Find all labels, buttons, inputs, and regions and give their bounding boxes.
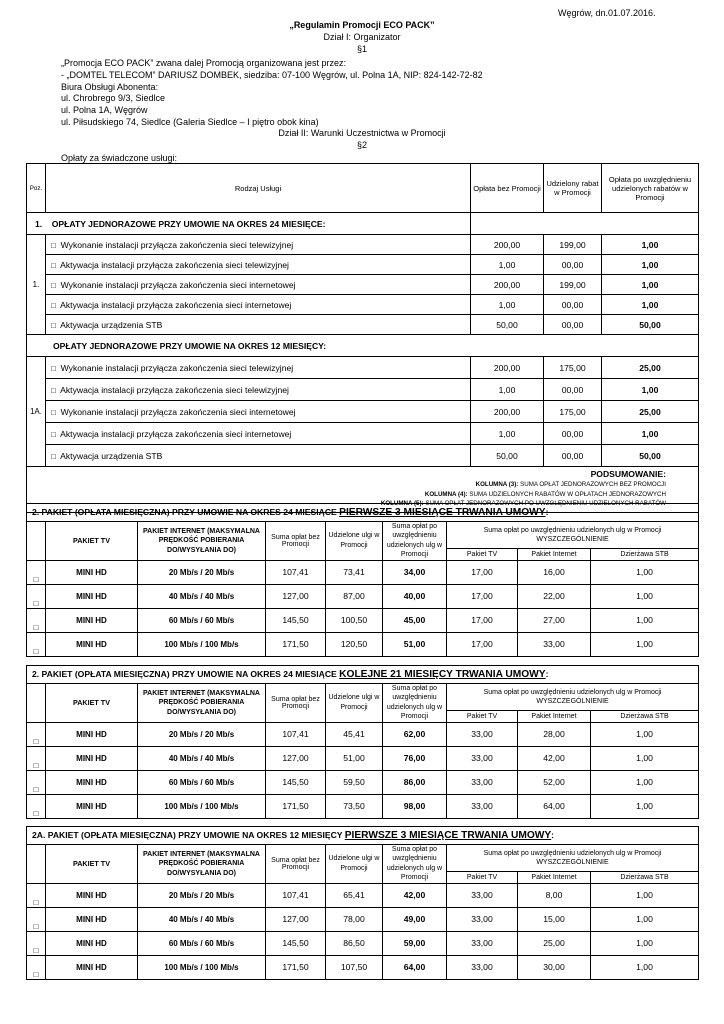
document-title: „Regulamin Promocji ECO PACK” xyxy=(289,20,435,30)
internet-speed: 100 Mb/s / 100 Mb/s xyxy=(138,955,266,979)
internet-speed: 100 Mb/s / 100 Mb/s xyxy=(138,632,266,656)
after-cell: 1,00 xyxy=(602,295,699,315)
breakdown-tv: 33,00 xyxy=(447,931,518,955)
breakdown-stb: 1,00 xyxy=(591,883,699,907)
service-cell xyxy=(46,423,471,445)
fee-cell: 50,00 xyxy=(471,315,544,335)
section-heading-1: Dział I: Organizator xyxy=(323,32,401,42)
internet-speed: 60 Mb/s / 60 Mb/s xyxy=(138,931,266,955)
organizer-info xyxy=(61,58,483,129)
after-cell: 62,00 xyxy=(383,722,447,746)
package-title-period: PIERWSZE 3 MIESIĄCE TRWANIA UMOWY xyxy=(344,830,552,841)
discount-cell: 86,50 xyxy=(326,931,383,955)
section-number: 1. xyxy=(35,218,43,229)
package-header-row xyxy=(27,522,699,549)
table-row xyxy=(27,295,699,315)
table-row xyxy=(27,907,699,931)
checkbox-icon[interactable]: □ xyxy=(27,794,46,818)
breakdown-tv: 33,00 xyxy=(447,722,518,746)
checkbox-icon[interactable]: □ xyxy=(27,608,46,632)
section-title-text: OPŁATY JEDNORAZOWE PRZY UMOWIE NA OKRES 24 MIESIĘCE: xyxy=(51,218,326,229)
service-name: Aktywacja instalacji przyłącza zakończenia sieci telewizyjnej xyxy=(60,384,289,395)
after-cell: 98,00 xyxy=(383,794,447,818)
subheader-internet: Pakiet Internet xyxy=(518,872,591,883)
internet-speed: 60 Mb/s / 60 Mb/s xyxy=(138,608,266,632)
table-row xyxy=(27,445,699,467)
summary-line: KOLUMNA (4): SUMA UDZIELONYCH RABATÓW W OPŁATACH JEDNORAZOWYCH xyxy=(424,490,666,498)
empty-cell xyxy=(544,213,602,235)
fee-cell: 1,00 xyxy=(471,295,544,315)
after-cell: 1,00 xyxy=(602,379,699,401)
discount-cell: 199,00 xyxy=(544,235,602,255)
checkbox-icon[interactable]: □ xyxy=(27,560,46,584)
summary-title: PODSUMOWANIE: xyxy=(590,468,666,479)
breakdown-stb: 1,00 xyxy=(591,746,699,770)
table-row xyxy=(27,357,699,379)
empty-cell xyxy=(27,522,46,561)
sec1-rows xyxy=(27,235,699,335)
table-header-row xyxy=(27,164,699,213)
discount-cell: 00,00 xyxy=(544,423,602,445)
breakdown-stb: 1,00 xyxy=(591,560,699,584)
header-price: Suma opłat bez Promocji xyxy=(266,845,326,884)
header-after: Suma opłat po uwzględnieniu udzielonych ulg w Promocji xyxy=(383,522,447,561)
header-poz: Poz. xyxy=(27,164,46,213)
breakdown-stb: 1,00 xyxy=(591,722,699,746)
table-row xyxy=(27,955,699,979)
breakdown-stb: 1,00 xyxy=(591,931,699,955)
after-cell: 50,00 xyxy=(602,445,699,467)
price-cell: 107,41 xyxy=(266,560,326,584)
service-name: Wykonanie instalacji przyłącza zakończenia sieci telewizyjnej xyxy=(60,239,294,250)
service-cell xyxy=(46,401,471,423)
breakdown-internet: 16,00 xyxy=(518,560,591,584)
header-service: Rodzaj Usługi xyxy=(46,164,471,213)
tv-package: MINI HD xyxy=(46,907,138,931)
tv-package: MINI HD xyxy=(46,560,138,584)
summary-line: KOLUMNA (5): SUMA OPŁAT JEDNORAZOWYCH PO UWZGLĘDNIENIU UDZIELONYCH RABATÓW xyxy=(380,500,666,508)
service-name: Aktywacja urządzenia STB xyxy=(60,319,163,330)
price-cell: 145,50 xyxy=(266,770,326,794)
intro-line: ul. Chrobrego 9/3, Siedlce xyxy=(61,93,166,104)
section-row xyxy=(27,335,699,357)
subheader-internet: Pakiet Internet xyxy=(518,711,591,722)
tv-package: MINI HD xyxy=(46,608,138,632)
after-cell: 50,00 xyxy=(602,315,699,335)
tv-package: MINI HD xyxy=(46,770,138,794)
breakdown-tv: 33,00 xyxy=(447,907,518,931)
price-cell: 127,00 xyxy=(266,907,326,931)
price-cell: 145,50 xyxy=(266,931,326,955)
place-date: Węgrów, dn.01.07.2016. xyxy=(558,8,656,18)
intro-line: „Promocja ECO PACK” zwana dalej Promocją organizowana jest przez: xyxy=(61,58,346,68)
service-name: Aktywacja urządzenia STB xyxy=(60,450,163,461)
package-table xyxy=(26,503,699,657)
after-cell: 1,00 xyxy=(602,255,699,275)
breakdown-tv: 33,00 xyxy=(447,746,518,770)
discount-cell: 107,50 xyxy=(326,955,383,979)
subheader-tv: Pakiet TV xyxy=(447,549,518,560)
table-row xyxy=(27,794,699,818)
discount-cell: 73,50 xyxy=(326,794,383,818)
service-name: Wykonanie instalacji przyłącza zakończenia sieci telewizyjnej xyxy=(60,362,294,373)
service-cell xyxy=(46,357,471,379)
header-after: Suma opłat po uwzględnieniu udzielonych ulg w Promocji xyxy=(383,684,447,723)
checkbox-icon[interactable]: □ xyxy=(27,746,46,770)
tv-package: MINI HD xyxy=(46,955,138,979)
subheader-internet: Pakiet Internet xyxy=(518,549,591,560)
breakdown-internet: 64,00 xyxy=(518,794,591,818)
position-number: 1. xyxy=(27,235,46,335)
after-cell: 76,00 xyxy=(383,746,447,770)
service-name: Wykonanie instalacji przyłącza zakończenia sieci internetowej xyxy=(60,279,296,290)
header-internet: PAKIET INTERNET (MAKSYMALNA PRĘDKOŚĆ POBIERANIA DO/WYSYŁANIA DO) xyxy=(138,522,266,561)
tv-package: MINI HD xyxy=(46,632,138,656)
package-title: 2A. PAKIET (OPŁATA MIESIĘCZNA) PRZY UMOWIE NA OKRES 12 MIESIĘCY PIERWSZE 3 MIESIĄCE TRWANIA UMOWY: xyxy=(27,827,699,845)
table-row xyxy=(27,401,699,423)
breakdown-tv: 17,00 xyxy=(447,608,518,632)
after-cell: 59,00 xyxy=(383,931,447,955)
checkbox-icon[interactable]: □ xyxy=(27,584,46,608)
table-row xyxy=(27,584,699,608)
breakdown-tv: 17,00 xyxy=(447,632,518,656)
discount-cell: 00,00 xyxy=(544,295,602,315)
price-cell: 127,00 xyxy=(266,746,326,770)
breakdown-stb: 1,00 xyxy=(591,955,699,979)
table-row xyxy=(27,931,699,955)
after-cell: 64,00 xyxy=(383,955,447,979)
checkbox-icon[interactable]: □ xyxy=(51,363,56,373)
breakdown-stb: 1,00 xyxy=(591,770,699,794)
breakdown-tv: 33,00 xyxy=(447,955,518,979)
section-heading-2: Dział II: Warunki Uczestnictwa w Promocji xyxy=(278,128,446,138)
price-cell: 145,50 xyxy=(266,608,326,632)
intro-line: Biura Obsługi Abonenta: xyxy=(61,81,159,92)
one-time-fees-table xyxy=(26,163,699,513)
package-title-row xyxy=(27,504,699,522)
checkbox-icon[interactable]: □ xyxy=(51,320,56,330)
position-number: 1A. xyxy=(27,357,46,467)
checkbox-icon[interactable]: □ xyxy=(27,770,46,794)
breakdown-tv: 33,00 xyxy=(447,794,518,818)
table-row xyxy=(27,883,699,907)
table-row xyxy=(27,275,699,295)
discount-cell: 51,00 xyxy=(326,746,383,770)
checkbox-icon[interactable]: □ xyxy=(51,240,56,250)
tv-package: MINI HD xyxy=(46,931,138,955)
table-row xyxy=(27,235,699,255)
subheader-stb: Dzierżawa STB xyxy=(591,549,699,560)
price-cell: 171,50 xyxy=(266,955,326,979)
table-row xyxy=(27,379,699,401)
header-breakdown: Suma opłat po uwzględnieniu udzielonych ulg w Promocji WYSZCZEGÓLNIENIE xyxy=(447,684,699,711)
package-title: 2. PAKIET (OPŁATA MIESIĘCZNA) PRZY UMOWIE NA OKRES 24 MIESIĄCE KOLEJNE 21 MIESIĘCY TRWANIA UMOWY: xyxy=(27,666,699,684)
discount-cell: 175,00 xyxy=(544,401,602,423)
after-cell: 86,00 xyxy=(383,770,447,794)
table-row xyxy=(27,255,699,275)
fee-cell: 200,00 xyxy=(471,401,544,423)
paragraph-2: §2 xyxy=(356,140,367,150)
header-fee: Opłata bez Promocji xyxy=(471,164,544,213)
breakdown-tv: 17,00 xyxy=(447,584,518,608)
breakdown-internet: 30,00 xyxy=(518,955,591,979)
discount-cell: 00,00 xyxy=(544,445,602,467)
fees-label: Opłaty za świadczone usługi: xyxy=(61,153,178,163)
discount-cell: 59,50 xyxy=(326,770,383,794)
empty-cell xyxy=(471,213,544,235)
package-table xyxy=(26,665,699,819)
table-row xyxy=(27,423,699,445)
after-cell: 1,00 xyxy=(602,235,699,255)
subheader-stb: Dzierżawa STB xyxy=(591,711,699,722)
after-cell: 40,00 xyxy=(383,584,447,608)
header-tv: PAKIET TV xyxy=(46,522,138,561)
internet-speed: 20 Mb/s / 20 Mb/s xyxy=(138,722,266,746)
checkbox-icon[interactable]: □ xyxy=(27,955,46,979)
section-title: OPŁATY JEDNORAZOWE PRZY UMOWIE NA OKRES 12 MIESIĘCY: xyxy=(27,335,699,357)
checkbox-icon[interactable]: □ xyxy=(27,632,46,656)
breakdown-internet: 28,00 xyxy=(518,722,591,746)
header-breakdown: Suma opłat po uwzględnieniu udzielonych ulg w Promocji WYSZCZEGÓLNIENIE xyxy=(447,845,699,872)
header-discount: Udzielone ulgi w Promocji xyxy=(326,522,383,561)
internet-speed: 20 Mb/s / 20 Mb/s xyxy=(138,560,266,584)
tv-package: MINI HD xyxy=(46,883,138,907)
price-cell: 127,00 xyxy=(266,584,326,608)
after-cell: 25,00 xyxy=(602,357,699,379)
checkbox-icon[interactable]: □ xyxy=(27,931,46,955)
package-title-period: KOLEJNE 21 MIESIĘCY TRWANIA UMOWY xyxy=(339,669,546,680)
after-cell: 1,00 xyxy=(602,423,699,445)
service-cell xyxy=(46,379,471,401)
breakdown-tv: 33,00 xyxy=(447,883,518,907)
subheader-tv: Pakiet TV xyxy=(447,872,518,883)
table-row xyxy=(27,315,699,335)
checkbox-icon[interactable]: □ xyxy=(51,280,56,290)
breakdown-internet: 42,00 xyxy=(518,746,591,770)
header-price: Suma opłat bez Promocji xyxy=(266,522,326,561)
header-price: Suma opłat bez Promocji xyxy=(266,684,326,723)
internet-speed: 40 Mb/s / 40 Mb/s xyxy=(138,907,266,931)
service-name: Aktywacja instalacji przyłącza zakończenia sieci internetowej xyxy=(60,428,292,439)
header-internet: PAKIET INTERNET (MAKSYMALNA PRĘDKOŚĆ POBIERANIA DO/WYSYŁANIA DO) xyxy=(138,845,266,884)
internet-speed: 100 Mb/s / 100 Mb/s xyxy=(138,794,266,818)
table-row xyxy=(27,722,699,746)
after-cell: 1,00 xyxy=(602,275,699,295)
discount-cell: 73,41 xyxy=(326,560,383,584)
empty-cell xyxy=(27,845,46,884)
service-cell xyxy=(46,295,471,315)
service-cell xyxy=(46,445,471,467)
after-cell: 34,00 xyxy=(383,560,447,584)
service-name: Aktywacja instalacji przyłącza zakończenia sieci telewizyjnej xyxy=(60,259,289,270)
header-after: Opłata po uwzględnieniu udzielonych rabatów w Promocji xyxy=(602,164,699,213)
after-cell: 51,00 xyxy=(383,632,447,656)
price-cell: 107,41 xyxy=(266,722,326,746)
discount-cell: 120,50 xyxy=(326,632,383,656)
package-table xyxy=(26,826,699,980)
breakdown-stb: 1,00 xyxy=(591,907,699,931)
breakdown-tv: 17,00 xyxy=(447,560,518,584)
price-cell: 171,50 xyxy=(266,794,326,818)
table-row xyxy=(27,560,699,584)
table-row xyxy=(27,608,699,632)
service-cell xyxy=(46,235,471,255)
fee-cell: 1,00 xyxy=(471,423,544,445)
intro-line: - „DOMTEL TELECOM” DARIUSZ DOMBEK, siedziba: 07-100 Węgrów, ul. Polna 1A, NIP: 824-142-72-82 xyxy=(61,69,483,80)
breakdown-stb: 1,00 xyxy=(591,608,699,632)
checkbox-icon[interactable]: □ xyxy=(51,407,56,417)
breakdown-stb: 1,00 xyxy=(591,794,699,818)
header-discount: Udzielone ulgi w Promocji xyxy=(326,684,383,723)
checkbox-icon[interactable]: □ xyxy=(51,429,56,439)
checkbox-icon[interactable]: □ xyxy=(27,722,46,746)
breakdown-internet: 22,00 xyxy=(518,584,591,608)
breakdown-stb: 1,00 xyxy=(591,632,699,656)
package-title-row xyxy=(27,666,699,684)
tv-package: MINI HD xyxy=(46,584,138,608)
intro-line: ul. Polna 1A, Węgrów xyxy=(61,105,148,116)
header-after: Suma opłat po uwzględnieniu udzielonych ulg w Promocji xyxy=(383,845,447,884)
after-cell: 49,00 xyxy=(383,907,447,931)
breakdown-tv: 33,00 xyxy=(447,770,518,794)
subheader-tv: Pakiet TV xyxy=(447,711,518,722)
checkbox-icon[interactable]: □ xyxy=(27,883,46,907)
price-cell: 107,41 xyxy=(266,883,326,907)
section-title xyxy=(27,213,471,235)
internet-speed: 60 Mb/s / 60 Mb/s xyxy=(138,770,266,794)
header-tv: PAKIET TV xyxy=(46,845,138,884)
discount-cell: 100,50 xyxy=(326,608,383,632)
package-title-period: PIERWSZE 3 MIESIĄCE TRWANIA UMOWY xyxy=(339,507,546,518)
intro-line: ul. Piłsudskiego 74, Siedlce (Galeria Siedlce – I piętro obok kina) xyxy=(61,116,319,127)
fee-cell: 1,00 xyxy=(471,379,544,401)
internet-speed: 20 Mb/s / 20 Mb/s xyxy=(138,883,266,907)
service-name: Aktywacja instalacji przyłącza zakończenia sieci internetowej xyxy=(60,299,292,310)
internet-speed: 40 Mb/s / 40 Mb/s xyxy=(138,584,266,608)
header-internet: PAKIET INTERNET (MAKSYMALNA PRĘDKOŚĆ POBIERANIA DO/WYSYŁANIA DO) xyxy=(138,684,266,723)
subheader-stb: Dzierżawa STB xyxy=(591,872,699,883)
header-tv: PAKIET TV xyxy=(46,684,138,723)
header-discount: Udzielony rabat w Promocji xyxy=(544,164,602,213)
breakdown-internet: 33,00 xyxy=(518,632,591,656)
package-title: 2. PAKIET (OPŁATA MIESIĘCZNA) PRZY UMOWIE NA OKRES 24 MIESIĄCE PIERWSZE 3 MIESIĄCE TRWANIA UMOWY: xyxy=(27,504,699,522)
breakdown-internet: 27,00 xyxy=(518,608,591,632)
discount-cell: 45,41 xyxy=(326,722,383,746)
fee-cell: 200,00 xyxy=(471,235,544,255)
discount-cell: 65,41 xyxy=(326,883,383,907)
checkbox-icon[interactable]: □ xyxy=(27,907,46,931)
breakdown-internet: 52,00 xyxy=(518,770,591,794)
discount-cell: 00,00 xyxy=(544,379,602,401)
price-cell: 171,50 xyxy=(266,632,326,656)
breakdown-stb: 1,00 xyxy=(591,584,699,608)
empty-cell xyxy=(27,684,46,723)
breakdown-internet: 8,00 xyxy=(518,883,591,907)
discount-cell: 87,00 xyxy=(326,584,383,608)
tv-package: MINI HD xyxy=(46,794,138,818)
package-header-row xyxy=(27,684,699,711)
header-breakdown: Suma opłat po uwzględnieniu udzielonych ulg w Promocji WYSZCZEGÓLNIENIE xyxy=(447,522,699,549)
fee-cell: 50,00 xyxy=(471,445,544,467)
header-discount: Udzielone ulgi w Promocji xyxy=(326,845,383,884)
discount-cell: 00,00 xyxy=(544,255,602,275)
fee-cell: 200,00 xyxy=(471,357,544,379)
service-cell xyxy=(46,255,471,275)
after-cell: 45,00 xyxy=(383,608,447,632)
package-title-row xyxy=(27,827,699,845)
after-cell: 42,00 xyxy=(383,883,447,907)
service-cell xyxy=(46,315,471,335)
fee-cell: 1,00 xyxy=(471,255,544,275)
table-row xyxy=(27,632,699,656)
service-cell xyxy=(46,275,471,295)
discount-cell: 00,00 xyxy=(544,315,602,335)
package-header-row xyxy=(27,845,699,872)
empty-cell xyxy=(602,213,699,235)
table-row xyxy=(27,770,699,794)
discount-cell: 78,00 xyxy=(326,907,383,931)
checkbox-icon[interactable]: □ xyxy=(51,260,56,270)
after-cell: 25,00 xyxy=(602,401,699,423)
section-row xyxy=(27,213,699,235)
fee-cell: 200,00 xyxy=(471,275,544,295)
breakdown-internet: 15,00 xyxy=(518,907,591,931)
discount-cell: 199,00 xyxy=(544,275,602,295)
checkbox-icon[interactable]: □ xyxy=(51,451,56,461)
discount-cell: 175,00 xyxy=(544,357,602,379)
paragraph-1: §1 xyxy=(356,44,367,54)
table-row xyxy=(27,746,699,770)
tv-package: MINI HD xyxy=(46,746,138,770)
checkbox-icon[interactable]: □ xyxy=(51,300,56,310)
summary-line: KOLUMNA (3): SUMA OPŁAT JEDNORAZOWYCH BEZ PROMOCJI xyxy=(475,480,666,488)
service-name: Wykonanie instalacji przyłącza zakończenia sieci internetowej xyxy=(60,406,296,417)
tv-package: MINI HD xyxy=(46,722,138,746)
sec2-rows xyxy=(27,357,699,467)
checkbox-icon[interactable]: □ xyxy=(51,385,56,395)
internet-speed: 40 Mb/s / 40 Mb/s xyxy=(138,746,266,770)
breakdown-internet: 25,00 xyxy=(518,931,591,955)
